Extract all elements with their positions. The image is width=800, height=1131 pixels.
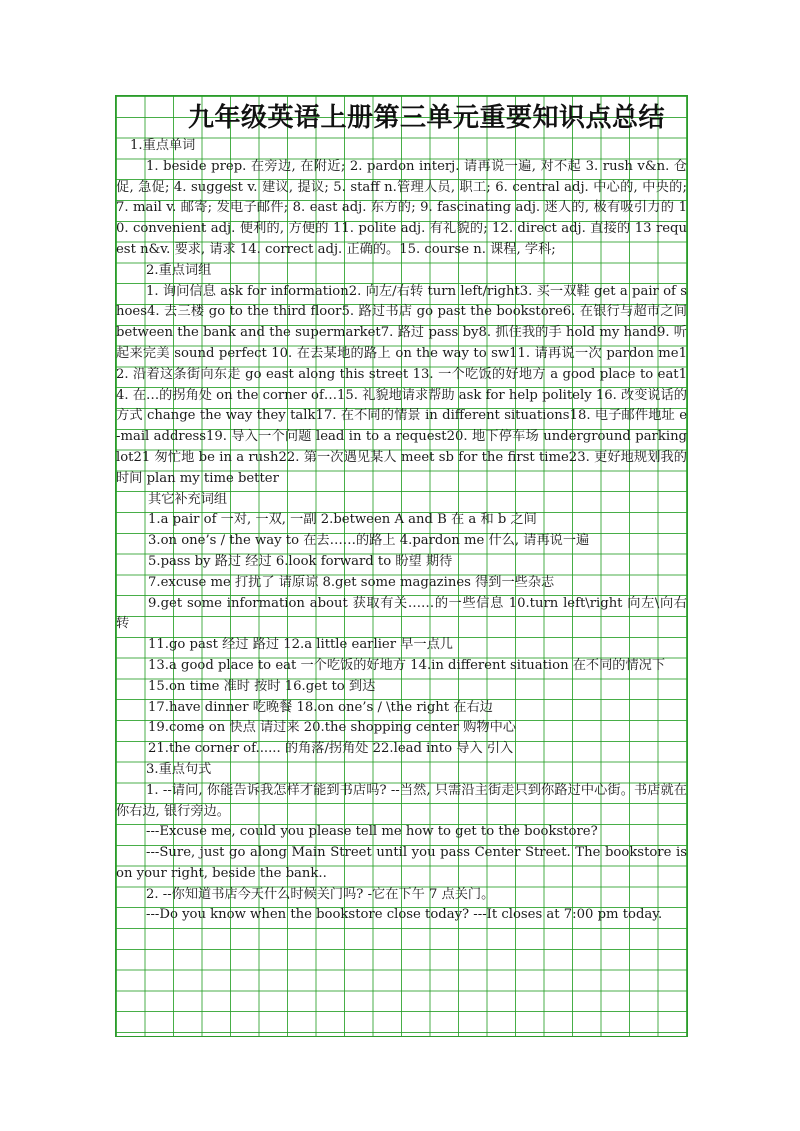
- paragraph: ---Excuse me, could you please tell me how to get to the bookstore?: [146, 824, 598, 840]
- paragraph: 2.重点词组: [146, 262, 212, 278]
- paragraph: 3.重点句式: [146, 761, 212, 777]
- paragraph: 15.on time 准时 按时 16.get to 到达: [148, 678, 376, 694]
- page-title: 九年级英语上册第三单元重要知识点总结: [188, 103, 666, 133]
- paragraph: 19.come on 快点 请过来 20.the shopping center 购物中心: [148, 720, 516, 736]
- paragraph: ---Do you know when the bookstore close today? ---It closes at 7:00 pm today.: [146, 907, 663, 923]
- paragraph: 5.pass by 路过 经过 6.look forward to 盼望 期待: [148, 553, 453, 569]
- paragraph: 7.excuse me 打扰了 请原谅 8.get some magazines 得到一些杂志: [148, 574, 555, 590]
- paragraph: ---Sure, just go along Main Street until you pass Center Street. The bookstore is on your right, beside the bank..: [116, 845, 687, 881]
- paragraph: 1.重点单词: [130, 138, 196, 153]
- paragraph: 9.get some information about 获取有关……的一些信息 10.turn left\right 向左\向右 转: [116, 595, 687, 632]
- paragraph: 17.have dinner 吃晚餐 18.on one’s / \the right 在右边: [148, 699, 493, 715]
- paragraph: 3.on one’s / the way to 在去……的路上 4.pardon me 什么, 请再说一遍: [148, 533, 590, 549]
- paragraph: 1. beside prep. 在旁边, 在附近; 2. pardon interj. 请再说一遍, 对不起 3. rush v&n. 仓促, 急促; 4. suggest v. 建议, 提议; 5. staff n.管理人员, 职工; 6. central adj. 中心的, 中央的; 7. mail v. 邮寄; 发电子邮件; 8. east adj. 东方的; 9. fascinating adj. 迷人的, 极有吸引力的 10. convenient adj. 便利的, 方便的 11. polite adj. 有礼貌的; 12. direct adj. 直接的 13 request n&v. 要求, 请求 14. correct adj. 正确的。15. course n. 课程, 学科;: [116, 158, 687, 257]
- paragraph: 11.go past 经过 路过 12.a little earlier 早一点儿: [148, 637, 453, 653]
- paragraph: 1. --请问, 你能告诉我怎样才能到书店吗? --当然, 只需沿主街走只到你路过中心街。书店就在你右边, 银行旁边。: [116, 782, 687, 819]
- document-body: [116, 136, 687, 926]
- paragraph: 1. 询问信息 ask for information2. 向左/右转 turn left/right3. 买一双鞋 get a pair of shoes4. 去三楼 go to the third floor5. 路过书店 go past the bookstore6. 在银行与超市之间 between the bank and the supermarket7. 路过 pass by8. 抓住我的手 hold my hand9. 听起来完美 sound perfect 10. 在去某地的路上 on the way to sw11. 请再说一次 pardon me12. 沿着这条街向东走 go east along this street 13. 一个吃饭的好地方 a good place to eat14. 在…的拐角处 on the corner of…15. 礼貌地请求帮助 ask for help politely 16. 改变说话的方式 change the way they talk17. 在不同的情景 in different situations18. 电子邮件地址 e-mail address19. 导入一个问题 lead in to a request20. 地下停车场 underground parking lot21 匆忙地 be in a rush22. 第一次遇见某人 meet sb for the first time23. 更好地规划我的时间 plan my time better: [116, 283, 687, 486]
- paragraph: 13.a good place to eat 一个吃饭的好地方 14.in different situation 在不同的情况下: [148, 657, 666, 673]
- paragraph: 1.a pair of 一对, 一双, 一副 2.between A and B 在 a 和 b 之间: [148, 512, 537, 528]
- grid-sheet: [115, 95, 688, 1037]
- paragraph: 21.the corner of...... 的角落/拐角处 22.lead into 导入 引入: [148, 741, 514, 757]
- paragraph: 其它补充词组: [148, 491, 228, 507]
- paragraph: 2. --你知道书店今天什么时候关门吗? -它在下午 7 点关门。: [146, 886, 495, 902]
